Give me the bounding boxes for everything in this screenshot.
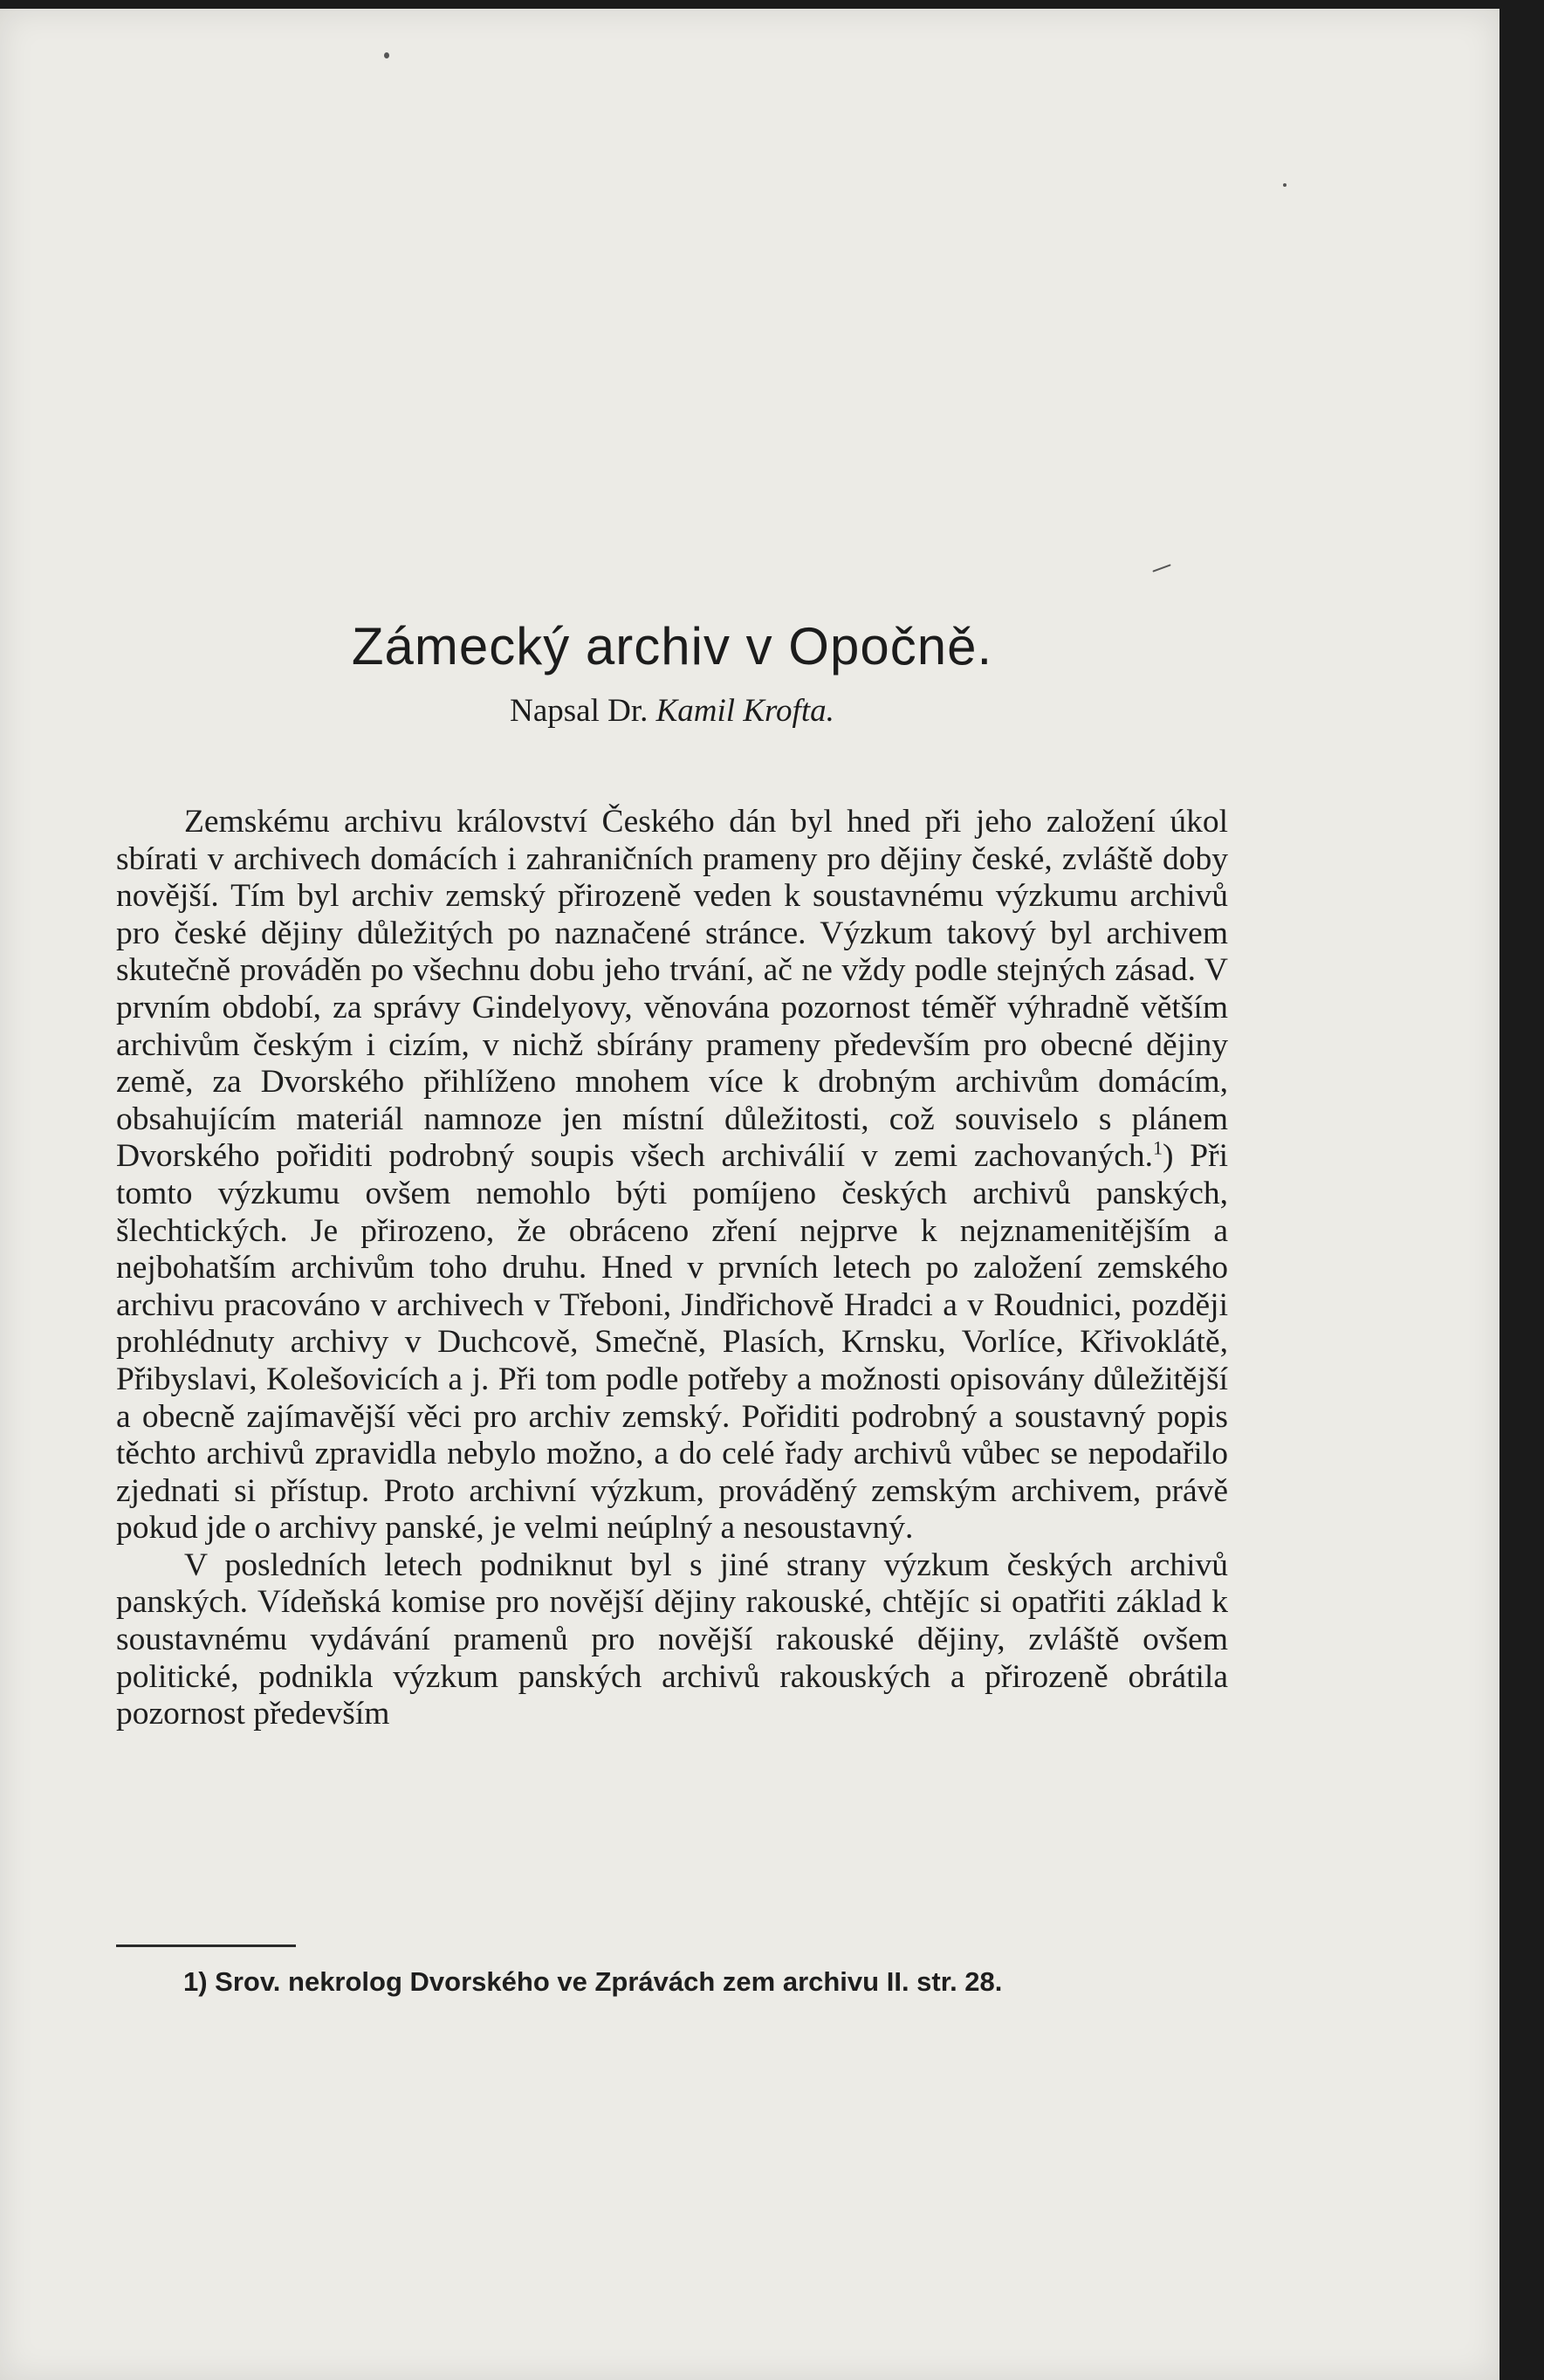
print-speck [384, 52, 389, 58]
article-title: Zámecký archiv v Opočně. [351, 617, 993, 676]
footnote-divider [116, 1944, 296, 1947]
article-body [116, 804, 1228, 1733]
footnote: 1) Srov. nekrolog Dvorského ve Zprávách zem archivu II. str. 28. [183, 1966, 1003, 1997]
byline [0, 692, 1344, 730]
paragraph-text: ) Při tomto výzkumu ovšem nemohlo býti pomíjeno českých archivů panských, šlechtických. Je přirozeno, že obráceno zření nejprve k nejznamenitějším a nejbohatším archivům toho druhu. Hned v prvních letech po založení zemského archivu pracováno v archivech v Třeboni, Jindřichově Hradci a v Roudnici, později prohlédnuty archivy v Duchcově, Smečně, Plasích, Krnsku, Vorlíce, Křivoklátě, Přibyslavi, Kolešovicích a j. Při tom podle potřeby a možnosti opisovány důležitější a obecně zajímavější věci pro archiv zemský. Pořiditi podrobný a soustavný popis těchto archivů zpravidla nebylo možno, a do celé řady archivů vůbec se nepodařilo zjednati si přístup. Proto archivní výzkum, prováděný zemským archivem, právě pokud jde o archivy panské, je velmi neúplný a nesoustavný. [116, 1138, 1229, 1547]
byline-prefix: Napsal Dr. [510, 693, 648, 729]
paragraph [116, 804, 1228, 1547]
footnote-reference: 1 [1153, 1136, 1163, 1159]
print-speck [1152, 564, 1170, 572]
author-name: Kamil Krofta. [655, 693, 834, 729]
paragraph-text: Zemskému archivu království Českého dán byl hned při jeho založení úkol sbírati v archivech domácích i zahraničních prameny pro dějiny české, zvláště doby novější. Tím byl archiv zemský přirozeně veden k soustavnému výzkumu archivů pro české dějiny důležitých po naznačené stránce. Výzkum takový byl archivem skutečně prováděn po všechnu dobu jeho trvání, ač ne vždy podle stejných zásad. V prvním období, za správy Gindelyovy, věnována pozornost téměř výhradně větším archivům českým i cizím, v nichž sbírány prameny především pro obecné dějiny země, za Dvorského přihlíženo mnohem více k drobným archivům domácím, obsahujícím materiál namnoze jen místní důležitosti, což souviselo s plánem Dvorského pořiditi podrobný soupis všech archiválií v zemi zachovaných. [116, 804, 1228, 1175]
print-speck [1283, 183, 1287, 187]
paragraph: V posledních letech podniknut byl s jiné strany výzkum českých archivů panských. Vídeňská komise pro novější dějiny rakouské, chtějíc si opatřiti základ k soustavnému vydávání pramenů pro novější rakouské dějiny, zvláště ovšem politické, podnikla výzkum panských archivů rakouských a přirozeně obrátila pozornost především [116, 1547, 1228, 1732]
